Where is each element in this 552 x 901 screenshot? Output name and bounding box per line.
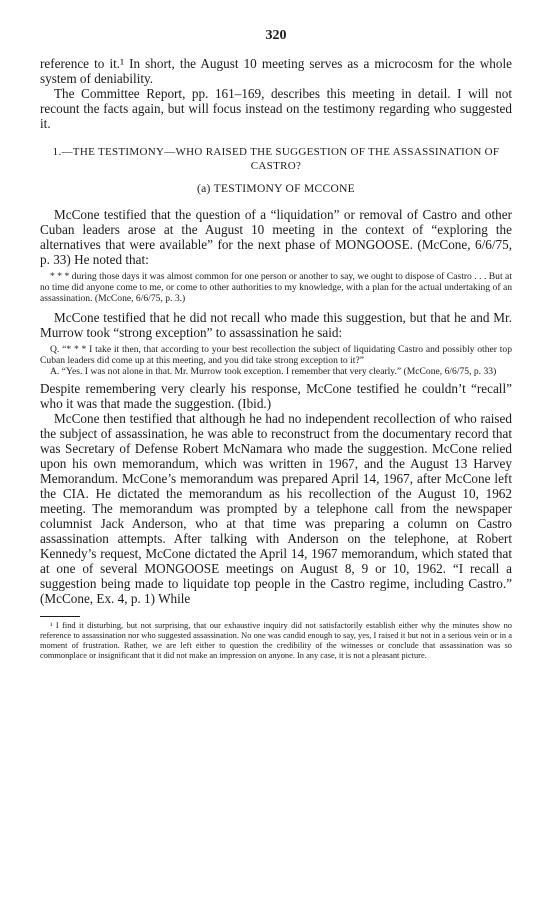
paragraph-despite: Despite remembering very clearly his response, McCone testified he couldn’t “recall” who it was that made the suggestion. (Ibid.) — [40, 381, 512, 411]
paragraph-mccone-testified: McCone testified that the question of a “liquidation” or removal of Castro and other Cuban leaders arose at the August 10 meeting in the context of “exploring the alternatives that were available” for the next phase of MONGOOSE. (McCone, 6/6/75, p. 33) He noted that: — [40, 207, 512, 267]
subsection-heading: (a) TESTIMONY OF MCCONE — [197, 183, 355, 195]
block-quote-1-text: * * * during those days it was almost common for one person or another to say, we ought to dispose of Castro . . . But at no time did anyone come to me, or come to other authorities to my knowledge, with a plan for the actual undertaking of an assassination. (McCone, 6/6/75, p. 3.) — [40, 271, 512, 304]
section-heading: 1.—THE TESTIMONY—WHO RAISED THE SUGGESTION OF THE ASSASSINATION OF CASTRO? — [52, 146, 500, 172]
footnote — [40, 621, 512, 661]
paragraph-reconstruct: McCone then testified that although he had no independent recollection of who raised the subject of assassination, he was able to reconstruct from the documentary record that was Secretary of Defense Robert McNamara who made the suggestion. McCone relied upon his own memorandum, which was written in 1967, and the August 13 Harvey Memorandum. McCone’s memorandum was prepared April 14, 1967, after McCone left the CIA. He dictated the memorandum as his recollection of the August 10, 1962 meeting. The memorandum was prompted by a telephone call from the newspaper columnist Jack Anderson, who at that time was preparing a column on Castro assassination attempts. After talking with Anderson on the telephone, at Robert Kennedy’s request, McCone dictated the April 14, 1967 memorandum, which stated that at one of several MONGOOSE meetings on August 8, 9 or 10, 1962. “I recall a suggestion being made to liquidate top people in the Castro regime, including Castro.” (McCone, Ex. 4, p. 1) While — [40, 411, 512, 606]
footnote-rule — [40, 616, 80, 617]
paragraph-continuation: reference to it.¹ In short, the August 10 meeting serves as a microcosm for the whole system of deniability. — [40, 56, 512, 86]
footnote-text: ¹ I find it disturbing, but not surprising, that our exhaustive inquiry did not satisfactorily establish either why the minutes show no reference to assassination nor who suggested assassination. No one was candid enough to say, yes, I raised it but not in a serious vein or in a moment of frustration. Rather, we are left either to question the credibility of the witnesses or conclude that assassination was so commonplace or insignificant that it did not make an impression on anyone. In any case, it is not a pleasant picture. — [40, 621, 512, 660]
block-quote-question: Q. “* * * I take it then, that according to your best recollection the subject of liquidating Castro and possibly other top Cuban leaders did come up at this meeting, and you did take strong exception to it?” — [40, 344, 512, 366]
block-quote-1 — [40, 271, 512, 304]
paragraph-did-not-recall: McCone testified that he did not recall who made this suggestion, but that he and Mr. Murrow took “strong exception” to assassination he said: — [40, 310, 512, 340]
block-quote-2 — [40, 344, 512, 377]
paragraph-committee-report: The Committee Report, pp. 161–169, describes this meeting in detail. I will not recount the facts again, but will focus instead on the testimony regarding who suggested it. — [40, 86, 512, 131]
page-number: 320 — [265, 28, 287, 43]
block-quote-answer: A. “Yes. I was not alone in that. Mr. Murrow took exception. I remember that very clearly.” (McCone, 6/6/75, p. 33) — [50, 366, 497, 377]
